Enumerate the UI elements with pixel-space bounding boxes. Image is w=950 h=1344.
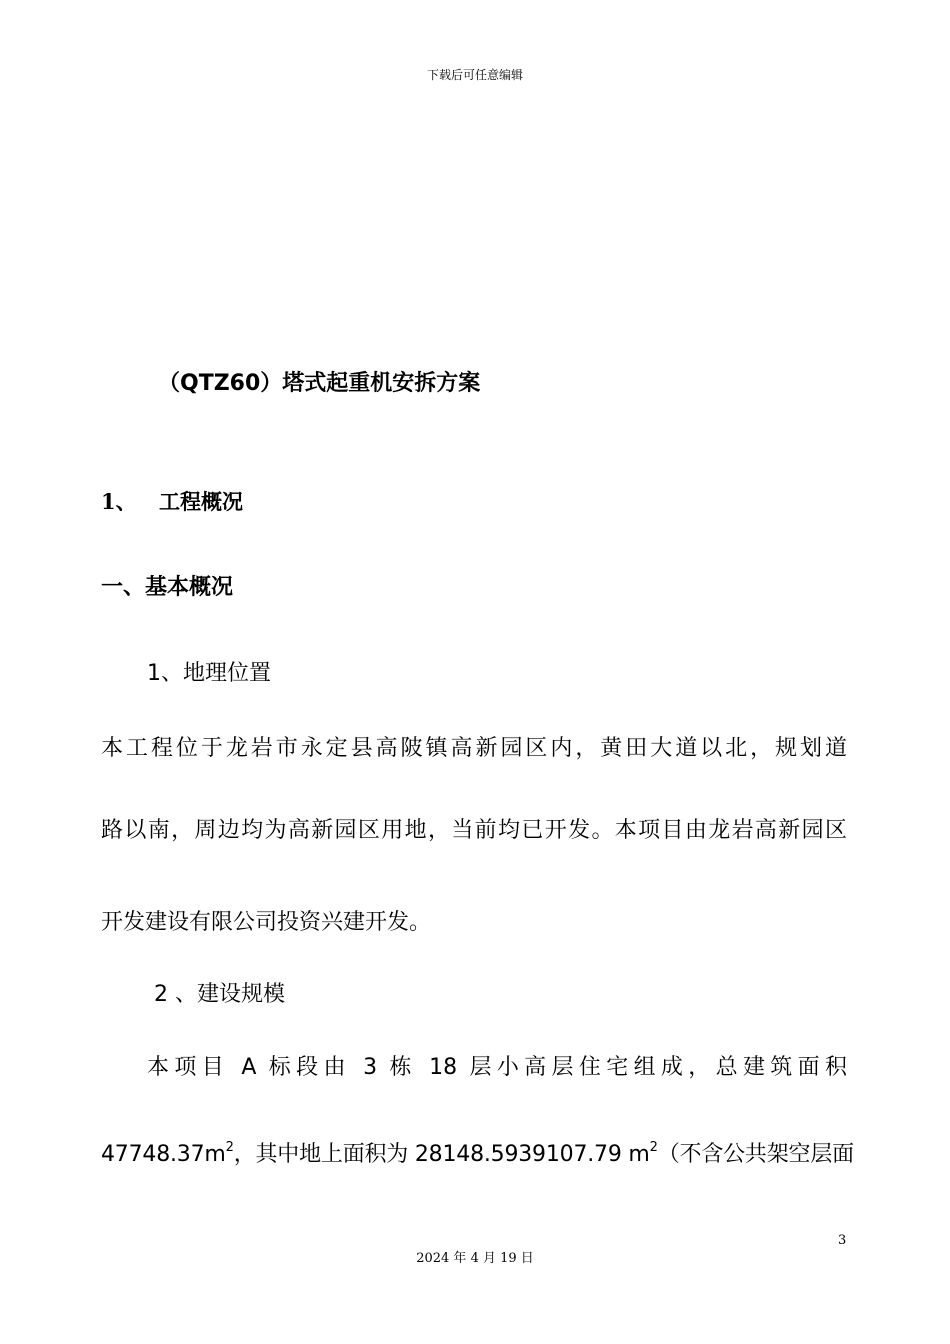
paragraph-line: 本项目 A 标段由 3 栋 18 层小高层住宅组成，总建筑面积 (147, 1055, 847, 1080)
section-title: 工程概况 (159, 490, 243, 514)
area-text-end: （不含公共架空层面 (657, 1142, 854, 1167)
subheading-location: 1、地理位置 (147, 661, 271, 686)
paragraph-line: 路以南，周边均为高新园区用地，当前均已开发。本项目由龙岩高新园区 (101, 818, 847, 843)
section-heading-1 (101, 486, 243, 516)
document-title: （QTZ60）塔式起重机安拆方案 (158, 371, 481, 396)
paragraph-line (101, 1137, 854, 1168)
paragraph-line: 本工程位于龙岩市永定县高陂镇高新园区内，黄田大道以北，规划道 (101, 736, 847, 761)
header-note: 下载后可任意编辑 (426, 68, 523, 82)
paragraph-line: 开发建设有限公司投资兴建开发。 (101, 910, 432, 935)
area-total: 47748.37m (101, 1142, 226, 1167)
superscript-2: 2 (225, 1140, 234, 1155)
subheading-scale: 2 、建设规模 (147, 982, 285, 1007)
section-heading-basic: 一、基本概况 (101, 575, 234, 600)
area-text: ，其中地上面积为 28148.5939107.79 m (233, 1142, 650, 1167)
footer-date: 2024 年 4 月 19 日 (416, 1251, 534, 1266)
page-number: 3 (838, 1233, 847, 1248)
section-number: 1、 (101, 489, 137, 514)
superscript-2: 2 (649, 1140, 658, 1155)
